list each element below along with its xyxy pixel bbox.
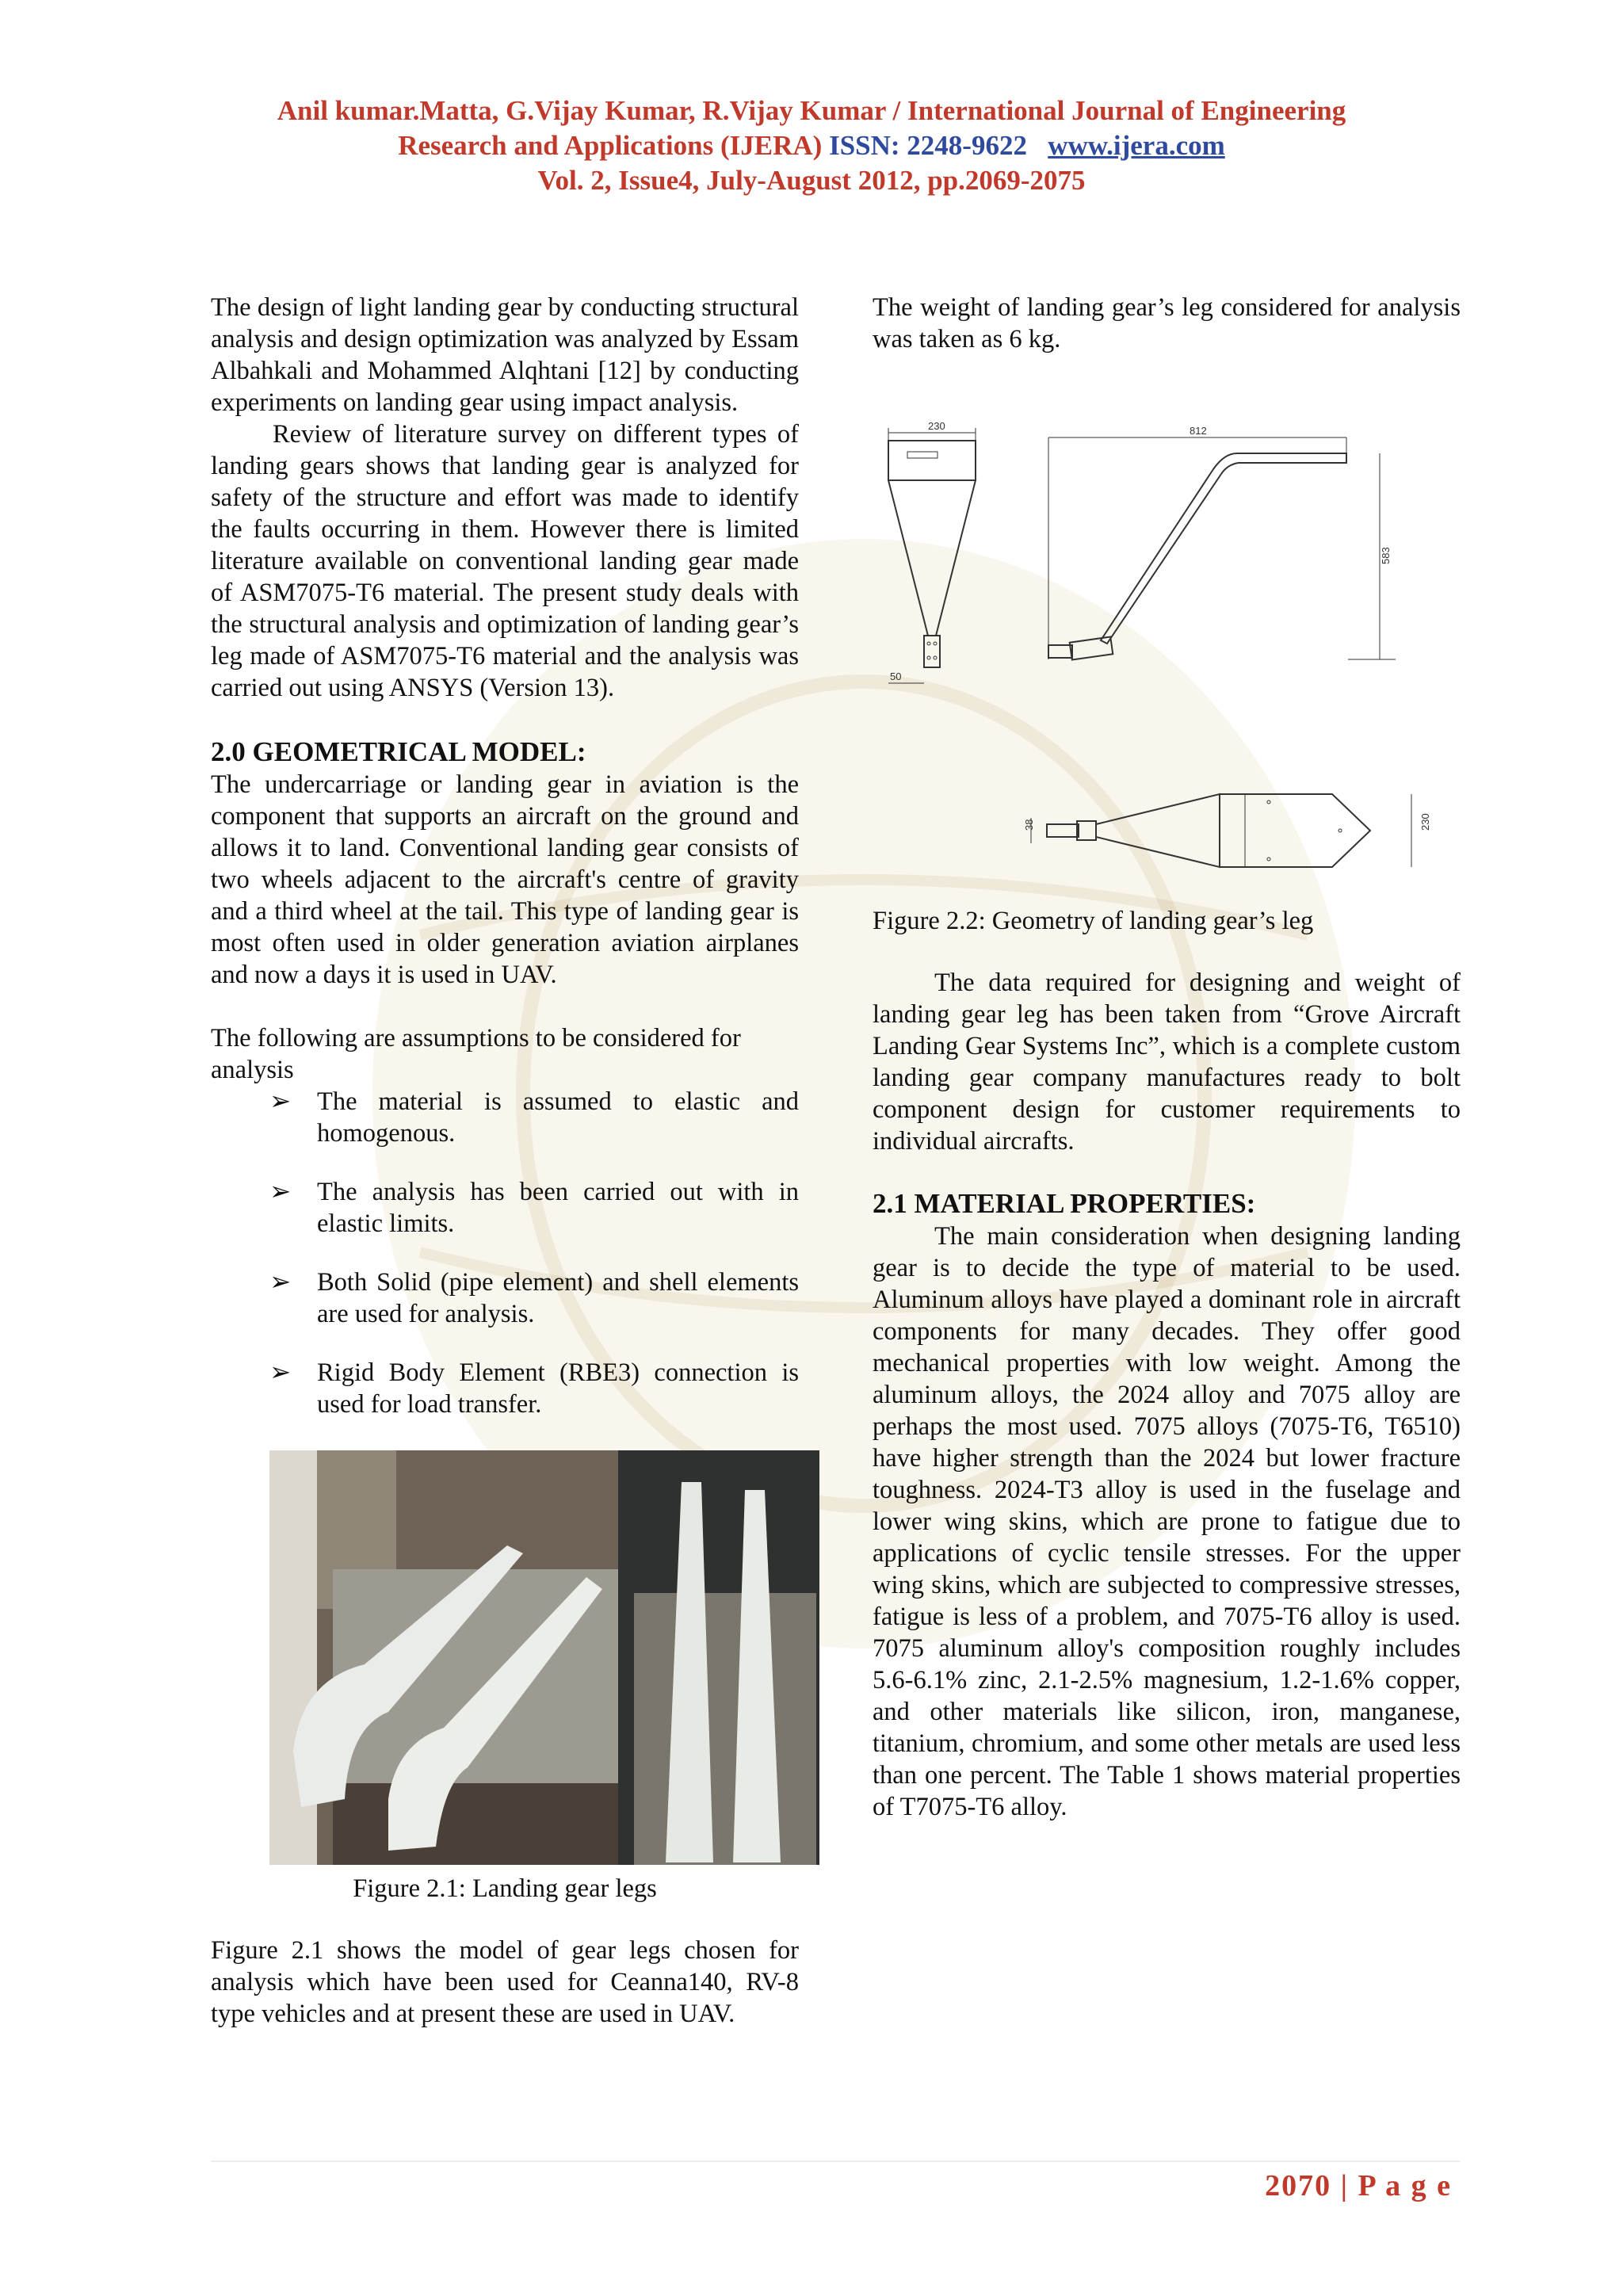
paragraph: The weight of landing gear’s leg considered for analysis was taken as 6 kg.	[873, 293, 1461, 353]
list-item	[211, 1357, 799, 1420]
dimension-label: 50	[890, 670, 902, 682]
page-number: 2070 | P a g e	[1265, 2169, 1452, 2202]
header-issn: ISSN: 2248-9622	[829, 130, 1027, 161]
list-item	[211, 1266, 799, 1330]
figure-2-1-photo	[269, 1450, 819, 1865]
figure-2-2-caption: Figure 2.2: Geometry of landing gear’s leg	[873, 907, 1314, 935]
list-item-text: The analysis has been carried out with in elastic limits.	[317, 1178, 799, 1238]
paragraph: The main consideration when designing landing gear is to decide the type of material to be used. Aluminum alloys have played a dominant role in aircraft components for many decades. They offer good mechanical properties with low weight. Among the aluminum alloys, the 2024 alloy and 7075 alloy are perhaps the most used. 7075 alloys (7075-T6, T6510) have higher strength than the 2024 but lower fracture toughness. 2024-T3 alloy is used in the fuselage and lower wing skins, which are prone to fatigue due to applications of cyclic tensile stresses. For the upper wing skins, which are subjected to compressive stresses, fatigue is less of a problem, and 7075-T6 alloy is used. 7075 aluminum alloy's composition roughly includes 5.6-6.1% zinc, 2.1-2.5% magnesium, 1.2-1.6% copper, and other materials like silicon, iron, manganese, titanium, chromium, and some other metals are used less than one percent. The Table 1 shows material properties of T7075-T6 alloy.	[873, 1222, 1461, 1821]
dimension-label: 230	[928, 420, 945, 432]
bullet-arrow-icon: ➢	[269, 1358, 292, 1387]
header-authors: Anil kumar.Matta, G.Vijay Kumar, R.Vijay Kumar / International Journal of Engineering	[277, 95, 1346, 126]
bullet-arrow-icon: ➢	[269, 1087, 292, 1116]
landing-gear-legs-photo	[269, 1450, 819, 1865]
bullet-arrow-icon: ➢	[269, 1268, 292, 1297]
dimension-label: 38	[1023, 819, 1035, 831]
paragraph: Figure 2.1 shows the model of gear legs chosen for analysis which have been used for Ceanna140, RV-8 type vehicles and at present these are used in UAV.	[211, 1936, 799, 2028]
list-item-text: Both Solid (pipe element) and shell elements are used for analysis.	[317, 1268, 799, 1328]
section-heading-geometrical-model: 2.0 GEOMETRICAL MODEL:	[211, 736, 586, 767]
header-volume: Vol. 2, Issue4, July-August 2012, pp.2069-2075	[537, 165, 1086, 196]
paragraph: The design of light landing gear by conducting structural analysis and design optimization was analyzed by Essam Albahkali and Mohammed Alqhtani [12] by conducting experiments on landing gear using impact analysis.	[211, 293, 799, 417]
dimension-label: 812	[1190, 425, 1207, 437]
list-item	[211, 1176, 799, 1240]
left-column	[211, 292, 799, 2030]
figure-2-2-drawing	[873, 382, 1461, 905]
header-journal-name: Research and Applications (IJERA)	[398, 130, 823, 161]
front-view	[888, 420, 976, 683]
paragraph: The undercarriage or landing gear in aviation is the component that supports an aircraft on the ground and allows it to land. Conventional landing gear consists of two wheels adjacent to the aircraft's centre of gravity and a third wheel at the tail. This type of landing gear is most often used in older generation aviation airplanes and now a days it is used in UAV.	[211, 770, 799, 989]
right-column	[873, 292, 1461, 1823]
list-item	[211, 1086, 799, 1149]
footer-divider	[211, 2160, 1460, 2162]
header-journal	[0, 128, 1623, 163]
paragraph: The following are assumptions to be considered for analysis	[211, 1024, 741, 1084]
journal-header	[0, 94, 1623, 198]
paragraph: Review of literature survey on different types of landing gears shows that landing gear is analyzed for safety of the structure and effort was made to identify the faults occurring in them. However there is limited literature available on conventional landing gear made of ASM7075-T6 material. The present study deals with the structural analysis and optimization of landing gear’s leg made of ASM7075-T6 material and the analysis was carried out using ANSYS (Version 13).	[211, 420, 799, 702]
side-view	[1048, 425, 1396, 660]
journal-url-link[interactable]: www.ijera.com	[1048, 130, 1225, 161]
bullet-arrow-icon: ➢	[269, 1178, 292, 1206]
dimension-label: 230	[1419, 813, 1431, 831]
list-item-text: Rigid Body Element (RBE3) connection is used for load transfer.	[317, 1358, 799, 1419]
list-item-text: The material is assumed to elastic and homogenous.	[317, 1087, 799, 1148]
paragraph: The data required for designing and weight of landing gear leg has been taken from “Grove Aircraft Landing Gear Systems Inc”, which is a complete custom landing gear company manufactures ready to bolt component design for customer requirements to individual aircrafts.	[873, 968, 1461, 1156]
plan-view	[1023, 794, 1431, 867]
dimension-label: 583	[1380, 547, 1392, 564]
section-heading-material-properties: 2.1 MATERIAL PROPERTIES:	[873, 1188, 1256, 1219]
figure-2-1-caption: Figure 2.1: Landing gear legs	[353, 1874, 657, 1903]
